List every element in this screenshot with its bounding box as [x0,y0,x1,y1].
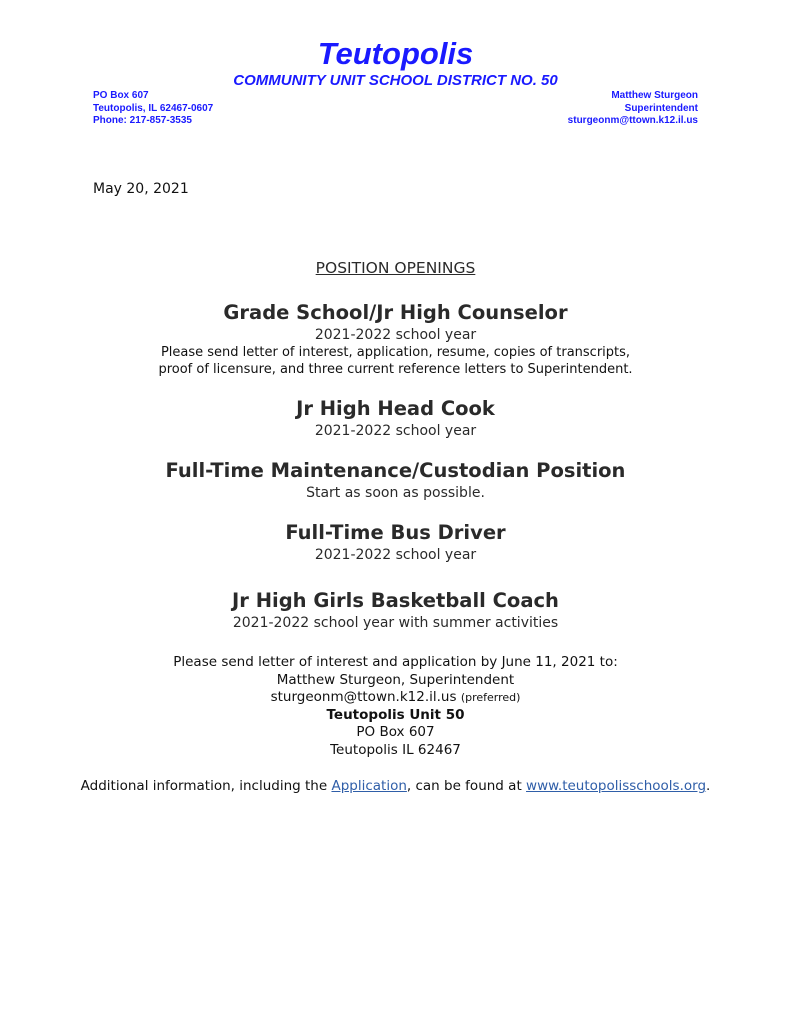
position-detail: Please send letter of interest, application, resume, copies of transcripts, [160,345,631,360]
address-city: Teutopolis, IL 62467-0607 [93,102,214,114]
openings-heading: POSITION OPENINGS [315,259,476,277]
application-link[interactable]: Application [331,778,407,794]
address-phone: Phone: 217-857-3535 [93,115,192,126]
application-instructions [0,654,791,759]
position-term: 2021-2022 school year [314,423,477,439]
apply-intro: Please send letter of interest and application by June 11, 2021 to: [173,654,618,670]
apply-email-line [0,689,791,707]
position-detail: proof of licensure, and three current reference letters to Superintendent. [158,362,633,377]
letter-body [0,258,791,796]
superintendent-name: Matthew Sturgeon [611,90,698,101]
website-link[interactable]: www.teutopolisschools.org [526,778,707,794]
position-term: 2021-2022 school year with summer activities [232,615,559,631]
apply-city: Teutopolis IL 62467 [330,741,461,758]
position-basketball-coach [0,589,791,632]
position-title: Jr High Girls Basketball Coach [232,589,559,612]
position-title: Grade School/Jr High Counselor [223,301,568,324]
position-term: 2021-2022 school year [314,547,477,563]
district-name: Teutopolis [317,36,474,71]
district-subtitle: COMMUNITY UNIT SCHOOL DISTRICT NO. 50 [233,72,558,89]
address-po-box: PO Box 607 [93,90,149,101]
footer-middle: , can be found at [406,778,527,794]
letter-date: May 20, 2021 [93,181,189,197]
apply-po-box: PO Box 607 [356,724,435,740]
position-term: 2021-2022 school year [314,327,477,343]
position-title: Jr High Head Cook [296,397,495,420]
position-bus-driver [0,521,791,564]
footer-suffix: . [706,778,711,794]
apply-email-note: (preferred) [460,691,521,704]
apply-org: Teutopolis Unit 50 [326,706,465,723]
position-term: Start as soon as possible. [306,485,485,501]
apply-email: sturgeonm@ttown.k12.il.us [270,689,457,705]
superintendent-email: sturgeonm@ttown.k12.il.us [567,115,698,126]
superintendent-title: Superintendent [624,102,698,114]
position-head-cook [0,397,791,440]
apply-contact-name: Matthew Sturgeon, Superintendent [276,671,515,688]
superintendent-block [568,90,698,128]
position-maintenance [0,459,791,502]
position-title: Full-Time Bus Driver [285,521,506,544]
position-title: Full-Time Maintenance/Custodian Position [165,459,626,482]
district-address-block [93,90,213,128]
footer-info [0,778,791,796]
position-counselor [0,301,791,378]
footer-prefix: Additional information, including the [80,778,332,794]
